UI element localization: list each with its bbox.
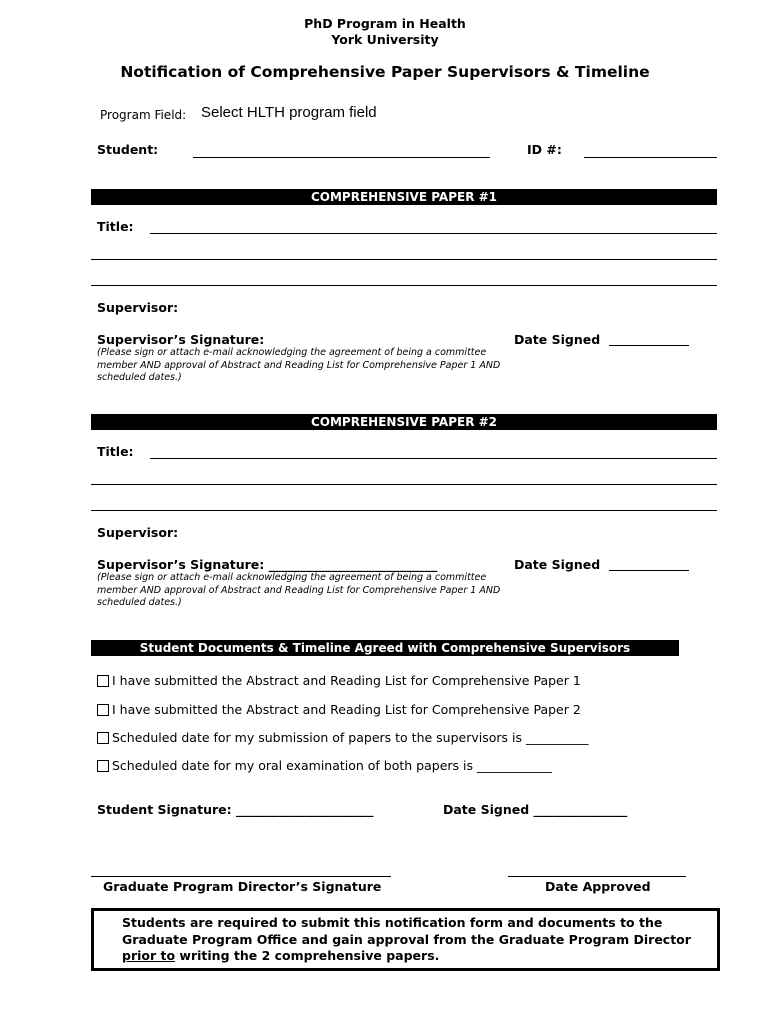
student-label: Student: (97, 142, 159, 157)
paper2-note: (Please sign or attach e-mail acknowledging the agreement of being a committee member AND approval of Abstract and Reading List for Comprehensive Paper 1 AND scheduled dates.) (97, 572, 501, 608)
student-id-field[interactable] (584, 157, 717, 158)
program-field-select[interactable]: Select HLTH program field (201, 104, 377, 121)
program-field-label: Program Field: (100, 108, 187, 122)
notice-text-after: writing the 2 comprehensive papers. (175, 948, 440, 963)
paper1-submitted-checkbox[interactable] (97, 675, 109, 687)
checklist-item (97, 702, 581, 717)
institution-name: York University (331, 32, 439, 47)
institution-program: PhD Program in Health (304, 16, 466, 31)
paper2-signature-label[interactable]: Supervisor’s Signature: ___________________________ (97, 557, 438, 572)
director-signature-field[interactable] (91, 876, 391, 877)
paper2-title-label: Title: (97, 444, 134, 459)
checklist-item-label: Scheduled date for my oral examination of both papers is ____________ (112, 758, 552, 773)
paper2-title-field[interactable] (150, 458, 717, 459)
paper2-date-label: Date Signed (514, 557, 601, 572)
paper2-submitted-checkbox[interactable] (97, 704, 109, 716)
paper1-title-line-2[interactable] (91, 259, 717, 260)
checklist-item-label: I have submitted the Abstract and Reading List for Comprehensive Paper 1 (112, 673, 581, 688)
paper1-title-label: Title: (97, 219, 134, 234)
checklist-item-label: I have submitted the Abstract and Reading List for Comprehensive Paper 2 (112, 702, 581, 717)
paper2-title-line-3[interactable] (91, 510, 717, 511)
checklist-item (97, 673, 581, 688)
paper1-title-line-3[interactable] (91, 285, 717, 286)
director-date-field[interactable] (508, 876, 686, 877)
submission-notice-box (91, 908, 720, 971)
checklist-item (97, 730, 588, 745)
paper2-title-line-2[interactable] (91, 484, 717, 485)
paper1-title-field[interactable] (150, 233, 717, 234)
paper2-date-field[interactable] (609, 570, 689, 571)
paper1-heading: COMPREHENSIVE PAPER #1 (91, 189, 717, 205)
student-date-field[interactable]: Date Signed _______________ (443, 802, 628, 817)
page-title: Notification of Comprehensive Paper Supervisors & Timeline (120, 63, 650, 81)
paper2-heading: COMPREHENSIVE PAPER #2 (91, 414, 717, 430)
notice-text-underlined: prior to (122, 948, 176, 963)
checklist-item (97, 758, 552, 773)
student-id-label: ID #: (527, 142, 562, 157)
student-signature-field[interactable]: Student Signature: ______________________ (97, 802, 374, 817)
paper1-supervisor-label: Supervisor: (97, 300, 179, 315)
paper1-note: (Please sign or attach e-mail acknowledging the agreement of being a committee member AND approval of Abstract and Reading List for Comprehensive Paper 1 AND scheduled dates.) (97, 347, 501, 383)
student-name-field[interactable] (193, 157, 490, 158)
paper1-date-field[interactable] (609, 345, 689, 346)
notice-text-before: Students are required to submit this notification form and documents to the Graduate Program Office and gain approval from the Graduate Program Director (122, 915, 691, 947)
submission-notice-text (122, 915, 702, 965)
paper1-signature-label: Supervisor’s Signature: (97, 332, 265, 347)
checklist-item-label: Scheduled date for my submission of papers to the supervisors is __________ (112, 730, 589, 745)
paper1-date-label: Date Signed (514, 332, 601, 347)
paper2-supervisor-label: Supervisor: (97, 525, 179, 540)
director-date-label: Date Approved (545, 879, 651, 894)
oral-exam-date-checkbox[interactable] (97, 760, 109, 772)
submission-date-checkbox[interactable] (97, 732, 109, 744)
director-signature-label: Graduate Program Director’s Signature (103, 879, 382, 894)
timeline-heading: Student Documents & Timeline Agreed with Comprehensive Supervisors (91, 640, 679, 656)
